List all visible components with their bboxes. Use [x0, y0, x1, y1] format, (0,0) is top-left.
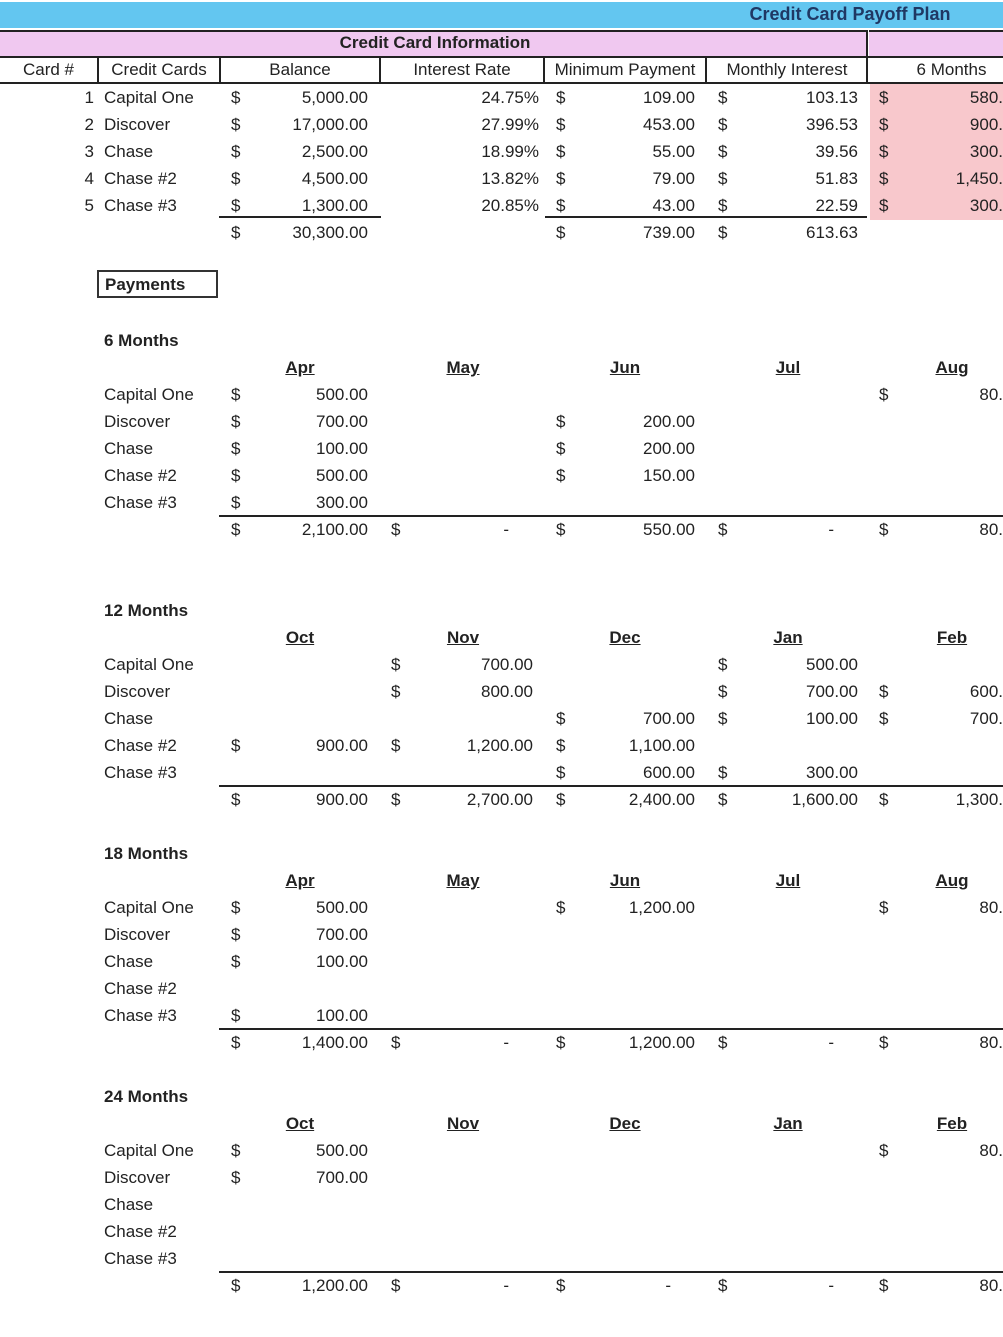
col-header-card-num[interactable]: Card # — [22, 60, 75, 79]
payment-total[interactable]: 1,200.00 — [301, 1276, 368, 1295]
currency-sign[interactable]: $ — [231, 88, 241, 107]
payment-amount[interactable]: 80. — [979, 385, 1003, 404]
currency-sign[interactable]: $ — [556, 709, 566, 728]
six-months-value[interactable]: 1,450. — [955, 169, 1003, 188]
section-sum-line — [219, 785, 1003, 787]
interest-rate-value[interactable]: 24.75% — [481, 88, 539, 107]
currency-sign[interactable]: $ — [879, 88, 889, 107]
currency-sign[interactable]: $ — [231, 520, 241, 539]
payment-amount[interactable]: 300.00 — [316, 493, 368, 512]
month-header[interactable]: Apr — [285, 358, 315, 377]
currency-sign[interactable]: $ — [231, 196, 241, 215]
currency-sign[interactable]: $ — [879, 898, 889, 917]
currency-sign[interactable]: $ — [556, 1276, 566, 1295]
currency-sign[interactable]: $ — [231, 952, 241, 971]
currency-sign[interactable]: $ — [231, 493, 241, 512]
payment-card-name[interactable]: Chase — [104, 709, 154, 728]
currency-sign[interactable]: $ — [556, 898, 566, 917]
col-header-balance[interactable]: Balance — [269, 60, 331, 79]
month-header[interactable]: Dec — [609, 1114, 641, 1133]
payment-amount[interactable]: 800.00 — [481, 682, 533, 701]
payment-total[interactable]: 1,200.00 — [628, 1033, 695, 1052]
currency-sign[interactable]: $ — [879, 142, 889, 161]
month-header[interactable]: Jun — [609, 358, 641, 377]
payment-amount[interactable]: 1,200.00 — [628, 898, 695, 917]
info-header: Credit Card Information — [339, 33, 531, 52]
payment-card-name[interactable]: Capital One — [104, 898, 194, 917]
currency-sign[interactable]: $ — [879, 709, 889, 728]
minimum-payment-value[interactable]: 55.00 — [652, 142, 695, 161]
currency-sign[interactable]: $ — [231, 439, 241, 458]
currency-sign[interactable]: $ — [556, 790, 566, 809]
section-title: 18 Months — [104, 844, 189, 863]
currency-sign[interactable]: $ — [231, 412, 241, 431]
header-bottom-line — [0, 82, 1003, 84]
currency-sign[interactable]: $ — [879, 1276, 889, 1295]
currency-sign[interactable]: $ — [556, 439, 566, 458]
payment-amount[interactable]: 300.00 — [806, 763, 858, 782]
currency-sign[interactable]: $ — [718, 1033, 728, 1052]
currency-sign[interactable]: $ — [718, 1276, 728, 1295]
currency-sign[interactable]: $ — [231, 466, 241, 485]
monthly-interest-value[interactable]: 39.56 — [815, 142, 858, 161]
month-header[interactable]: Apr — [285, 871, 315, 890]
payment-card-name[interactable]: Chase #3 — [104, 1249, 177, 1268]
card-number[interactable]: 1 — [84, 88, 94, 107]
card-name[interactable]: Chase — [104, 142, 154, 161]
col-divider — [219, 58, 221, 82]
col-header-credit-cards[interactable]: Credit Cards — [111, 60, 207, 79]
month-header[interactable]: Feb — [936, 1114, 968, 1133]
payment-amount[interactable]: 500.00 — [316, 1141, 368, 1160]
currency-sign[interactable]: $ — [879, 385, 889, 404]
currency-sign[interactable]: $ — [718, 790, 728, 809]
payment-amount[interactable]: 500.00 — [806, 655, 858, 674]
header-top-line — [0, 56, 1003, 58]
currency-sign[interactable]: $ — [231, 223, 241, 242]
currency-sign[interactable]: $ — [879, 169, 889, 188]
payment-sum-line — [545, 216, 867, 218]
month-header[interactable]: Aug — [935, 358, 969, 377]
payment-total[interactable]: 550.00 — [643, 520, 695, 539]
balance-value[interactable]: 1,300.00 — [301, 196, 368, 215]
currency-sign[interactable]: $ — [231, 385, 241, 404]
currency-sign[interactable]: $ — [556, 1033, 566, 1052]
monthly-interest-total[interactable]: 613.63 — [806, 223, 858, 242]
payment-amount[interactable]: 100.00 — [316, 952, 368, 971]
month-header[interactable]: Jun — [609, 871, 641, 890]
currency-sign[interactable]: $ — [879, 196, 889, 215]
payment-amount[interactable]: 200.00 — [643, 412, 695, 431]
currency-sign[interactable]: $ — [231, 1141, 241, 1160]
card-name[interactable]: Capital One — [104, 88, 194, 107]
payment-amount[interactable]: 700.00 — [643, 709, 695, 728]
currency-sign[interactable]: $ — [231, 1168, 241, 1187]
section-sum-line — [219, 1028, 1003, 1030]
payment-card-name[interactable]: Chase #2 — [104, 979, 177, 998]
section-title: 6 Months — [104, 331, 179, 350]
month-header[interactable]: Feb — [936, 628, 968, 647]
minimum-payment-value[interactable]: 109.00 — [643, 88, 695, 107]
currency-sign[interactable]: $ — [556, 142, 566, 161]
payment-amount[interactable]: 700.00 — [806, 682, 858, 701]
payment-card-name[interactable]: Capital One — [104, 385, 194, 404]
card-number[interactable]: 5 — [84, 196, 94, 215]
card-name[interactable]: Chase #2 — [104, 169, 177, 188]
card-number[interactable]: 2 — [84, 115, 94, 134]
payment-card-name[interactable]: Chase #2 — [104, 466, 177, 485]
currency-sign[interactable]: $ — [718, 115, 728, 134]
currency-sign[interactable]: $ — [231, 1006, 241, 1025]
month-header[interactable]: Aug — [935, 871, 969, 890]
payment-total[interactable]: - — [828, 1276, 834, 1295]
col-divider — [866, 30, 868, 84]
balance-value[interactable]: 2,500.00 — [301, 142, 368, 161]
col-divider — [379, 58, 381, 82]
payment-card-name[interactable]: Chase — [104, 439, 154, 458]
currency-sign[interactable]: $ — [879, 1033, 889, 1052]
payment-total[interactable]: 1,600.00 — [791, 790, 858, 809]
payment-total[interactable]: - — [828, 520, 834, 539]
currency-sign[interactable]: $ — [879, 1141, 889, 1160]
payment-card-name[interactable]: Discover — [104, 682, 171, 701]
col-header-minimum-payment[interactable]: Minimum Payment — [554, 60, 696, 79]
currency-sign[interactable]: $ — [231, 142, 241, 161]
payment-card-name[interactable]: Chase #3 — [104, 1006, 177, 1025]
payment-total[interactable]: - — [503, 1276, 509, 1295]
payment-amount[interactable]: 80. — [979, 1141, 1003, 1160]
payments-label: Payments — [97, 270, 218, 298]
payment-total[interactable]: 1,300. — [955, 790, 1003, 809]
payment-amount[interactable]: 1,100.00 — [628, 736, 695, 755]
payment-amount[interactable]: 500.00 — [316, 466, 368, 485]
six-months-value[interactable]: 300. — [969, 142, 1003, 161]
col-divider — [705, 58, 707, 82]
payment-amount[interactable]: 700. — [969, 709, 1003, 728]
interest-rate-value[interactable]: 13.82% — [481, 169, 539, 188]
card-name[interactable]: Chase #3 — [104, 196, 177, 215]
payment-total[interactable]: 1,400.00 — [301, 1033, 368, 1052]
payment-amount[interactable]: 700.00 — [316, 1168, 368, 1187]
currency-sign[interactable]: $ — [231, 169, 241, 188]
currency-sign[interactable]: $ — [556, 196, 566, 215]
interest-rate-value[interactable]: 18.99% — [481, 142, 539, 161]
interest-rate-value[interactable]: 20.85% — [481, 196, 539, 215]
payment-card-name[interactable]: Chase #3 — [104, 763, 177, 782]
currency-sign[interactable]: $ — [231, 898, 241, 917]
currency-sign[interactable]: $ — [391, 1276, 401, 1295]
month-header[interactable]: Jan — [773, 1114, 803, 1133]
info-header-band-right — [869, 30, 1003, 56]
col-divider — [97, 58, 99, 82]
section-title: 24 Months — [104, 1087, 189, 1106]
month-header[interactable]: Jan — [773, 628, 803, 647]
balance-value[interactable]: 4,500.00 — [301, 169, 368, 188]
card-number[interactable]: 4 — [84, 169, 94, 188]
month-header[interactable]: May — [446, 871, 480, 890]
currency-sign[interactable]: $ — [231, 1033, 241, 1052]
currency-sign[interactable]: $ — [718, 763, 728, 782]
payment-amount[interactable]: 500.00 — [316, 898, 368, 917]
currency-sign[interactable]: $ — [718, 655, 728, 674]
currency-sign[interactable]: $ — [718, 682, 728, 701]
six-months-value[interactable]: 580. — [969, 88, 1003, 107]
balance-value[interactable]: 5,000.00 — [301, 88, 368, 107]
currency-sign[interactable]: $ — [231, 115, 241, 134]
minimum-payment-value[interactable]: 453.00 — [643, 115, 695, 134]
month-header[interactable]: Jul — [775, 358, 801, 377]
minimum-payment-total[interactable]: 739.00 — [643, 223, 695, 242]
col-header-monthly-interest[interactable]: Monthly Interest — [726, 60, 848, 79]
payment-card-name[interactable]: Chase #2 — [104, 1222, 177, 1241]
balance-total[interactable]: 30,300.00 — [292, 223, 368, 242]
month-header[interactable]: Oct — [285, 628, 315, 647]
currency-sign[interactable]: $ — [556, 88, 566, 107]
six-months-value[interactable]: 300. — [969, 196, 1003, 215]
currency-sign[interactable]: $ — [231, 1276, 241, 1295]
card-name[interactable]: Discover — [104, 115, 171, 134]
payment-total[interactable]: 80. — [979, 520, 1003, 539]
card-number[interactable]: 3 — [84, 142, 94, 161]
payment-total[interactable]: 2,400.00 — [628, 790, 695, 809]
minimum-payment-value[interactable]: 43.00 — [652, 196, 695, 215]
month-header[interactable]: Jul — [775, 871, 801, 890]
currency-sign[interactable]: $ — [879, 520, 889, 539]
payment-card-name[interactable]: Chase #3 — [104, 493, 177, 512]
monthly-interest-value[interactable]: 103.13 — [806, 88, 858, 107]
payment-card-name[interactable]: Discover — [104, 1168, 171, 1187]
currency-sign[interactable]: $ — [556, 115, 566, 134]
currency-sign[interactable]: $ — [391, 682, 401, 701]
currency-sign[interactable]: $ — [391, 1033, 401, 1052]
balance-value[interactable]: 17,000.00 — [292, 115, 368, 134]
payment-amount[interactable]: 100.00 — [806, 709, 858, 728]
payment-total[interactable]: 900.00 — [316, 790, 368, 809]
section-sum-line — [219, 515, 1003, 517]
payment-amount[interactable]: 600.00 — [643, 763, 695, 782]
month-header[interactable]: Nov — [446, 1114, 480, 1133]
payment-amount[interactable]: 100.00 — [316, 439, 368, 458]
currency-sign[interactable]: $ — [718, 520, 728, 539]
payment-total[interactable]: 2,700.00 — [466, 790, 533, 809]
currency-sign[interactable]: $ — [556, 169, 566, 188]
month-header[interactable]: Nov — [446, 628, 480, 647]
sheet-title: Credit Card Payoff Plan — [749, 4, 951, 24]
currency-sign[interactable]: $ — [391, 655, 401, 674]
col-divider — [543, 58, 545, 82]
currency-sign[interactable]: $ — [556, 466, 566, 485]
payment-card-name[interactable]: Chase — [104, 1195, 154, 1214]
currency-sign[interactable]: $ — [879, 790, 889, 809]
payment-card-name[interactable]: Discover — [104, 412, 171, 431]
payment-amount[interactable]: 600. — [969, 682, 1003, 701]
month-header[interactable]: Dec — [609, 628, 641, 647]
payment-card-name[interactable]: Capital One — [104, 1141, 194, 1160]
currency-sign[interactable]: $ — [556, 736, 566, 755]
payment-total[interactable]: - — [503, 520, 509, 539]
monthly-interest-value[interactable]: 51.83 — [815, 169, 858, 188]
payment-amount[interactable]: 1,200.00 — [466, 736, 533, 755]
payment-card-name[interactable]: Discover — [104, 925, 171, 944]
currency-sign[interactable]: $ — [231, 790, 241, 809]
payment-amount[interactable]: 900.00 — [316, 736, 368, 755]
payment-card-name[interactable]: Capital One — [104, 655, 194, 674]
payment-total[interactable]: 80. — [979, 1033, 1003, 1052]
currency-sign[interactable]: $ — [718, 709, 728, 728]
payment-card-name[interactable]: Chase #2 — [104, 736, 177, 755]
six-months-value[interactable]: 900. — [969, 115, 1003, 134]
currency-sign[interactable]: $ — [231, 925, 241, 944]
month-header[interactable]: May — [446, 358, 480, 377]
currency-sign[interactable]: $ — [879, 115, 889, 134]
payment-amount[interactable]: 100.00 — [316, 1006, 368, 1025]
currency-sign[interactable]: $ — [231, 736, 241, 755]
payment-amount[interactable]: 500.00 — [316, 385, 368, 404]
payment-amount[interactable]: 700.00 — [316, 925, 368, 944]
payment-amount[interactable]: 200.00 — [643, 439, 695, 458]
currency-sign[interactable]: $ — [718, 88, 728, 107]
currency-sign[interactable]: $ — [556, 412, 566, 431]
minimum-payment-value[interactable]: 79.00 — [652, 169, 695, 188]
payment-amount[interactable]: 80. — [979, 898, 1003, 917]
payment-amount[interactable]: 150.00 — [643, 466, 695, 485]
payment-total[interactable]: - — [828, 1033, 834, 1052]
currency-sign[interactable]: $ — [718, 142, 728, 161]
interest-rate-value[interactable]: 27.99% — [481, 115, 539, 134]
month-header[interactable]: Oct — [285, 1114, 315, 1133]
payment-total[interactable]: - — [503, 1033, 509, 1052]
monthly-interest-value[interactable]: 396.53 — [806, 115, 858, 134]
currency-sign[interactable]: $ — [391, 736, 401, 755]
currency-sign[interactable]: $ — [391, 790, 401, 809]
currency-sign[interactable]: $ — [556, 223, 566, 242]
section-title: 12 Months — [104, 601, 189, 620]
currency-sign[interactable]: $ — [556, 763, 566, 782]
payment-total[interactable]: - — [665, 1276, 671, 1295]
monthly-interest-value[interactable]: 22.59 — [815, 196, 858, 215]
payment-card-name[interactable]: Chase — [104, 952, 154, 971]
currency-sign[interactable]: $ — [718, 169, 728, 188]
currency-sign[interactable]: $ — [879, 682, 889, 701]
payment-total[interactable]: 80. — [979, 1276, 1003, 1295]
currency-sign[interactable]: $ — [718, 223, 728, 242]
currency-sign[interactable]: $ — [391, 520, 401, 539]
payment-total[interactable]: 2,100.00 — [301, 520, 368, 539]
section-sum-line — [219, 1271, 1003, 1273]
col-header-interest-rate[interactable]: Interest Rate — [413, 60, 511, 79]
col-header-six-months[interactable]: 6 Months — [916, 60, 987, 79]
payment-amount[interactable]: 700.00 — [481, 655, 533, 674]
currency-sign[interactable]: $ — [556, 520, 566, 539]
balance-sum-line — [219, 216, 381, 218]
currency-sign[interactable]: $ — [718, 196, 728, 215]
payment-amount[interactable]: 700.00 — [316, 412, 368, 431]
